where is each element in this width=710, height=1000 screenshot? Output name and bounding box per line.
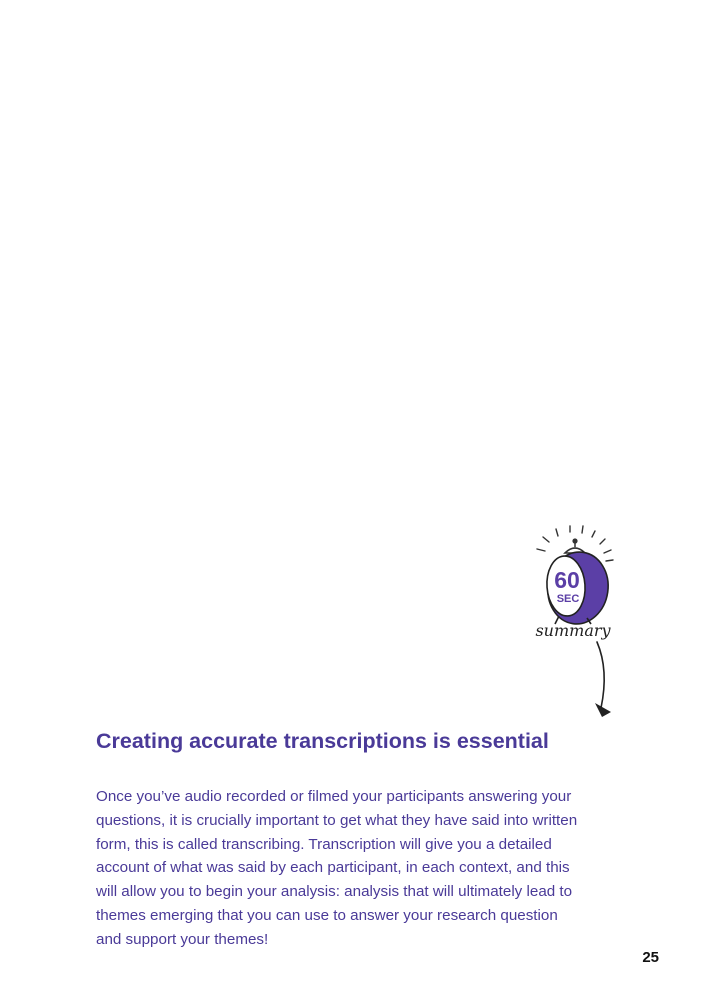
summary-caption: summary [535, 621, 611, 640]
body-line: account of what was said by each participant, in each context, and this [96, 859, 570, 877]
alarm-clock-icon [525, 520, 625, 725]
body-line: will allow you to begin your analysis: analysis that will ultimately lead to [96, 883, 573, 901]
body-line: Once you’ve audio recorded or filmed your participants answering your [96, 788, 572, 805]
sixty-second-summary-illustration [525, 520, 625, 725]
body-line: form, this is called transcribing. Transcription will give you a detailed [96, 835, 552, 853]
body-line: questions, it is crucially important to get what they have said into written [96, 811, 578, 829]
page-number: 25 [642, 949, 659, 966]
clock-unit: SEC [556, 593, 580, 605]
body-paragraph [96, 785, 636, 952]
clock-number: 60 [554, 567, 580, 593]
body-line: and support your themes! [96, 930, 269, 948]
body-line: themes emerging that you can use to answer your research question [96, 906, 558, 924]
section-heading: Creating accurate transcriptions is essential [96, 729, 549, 753]
